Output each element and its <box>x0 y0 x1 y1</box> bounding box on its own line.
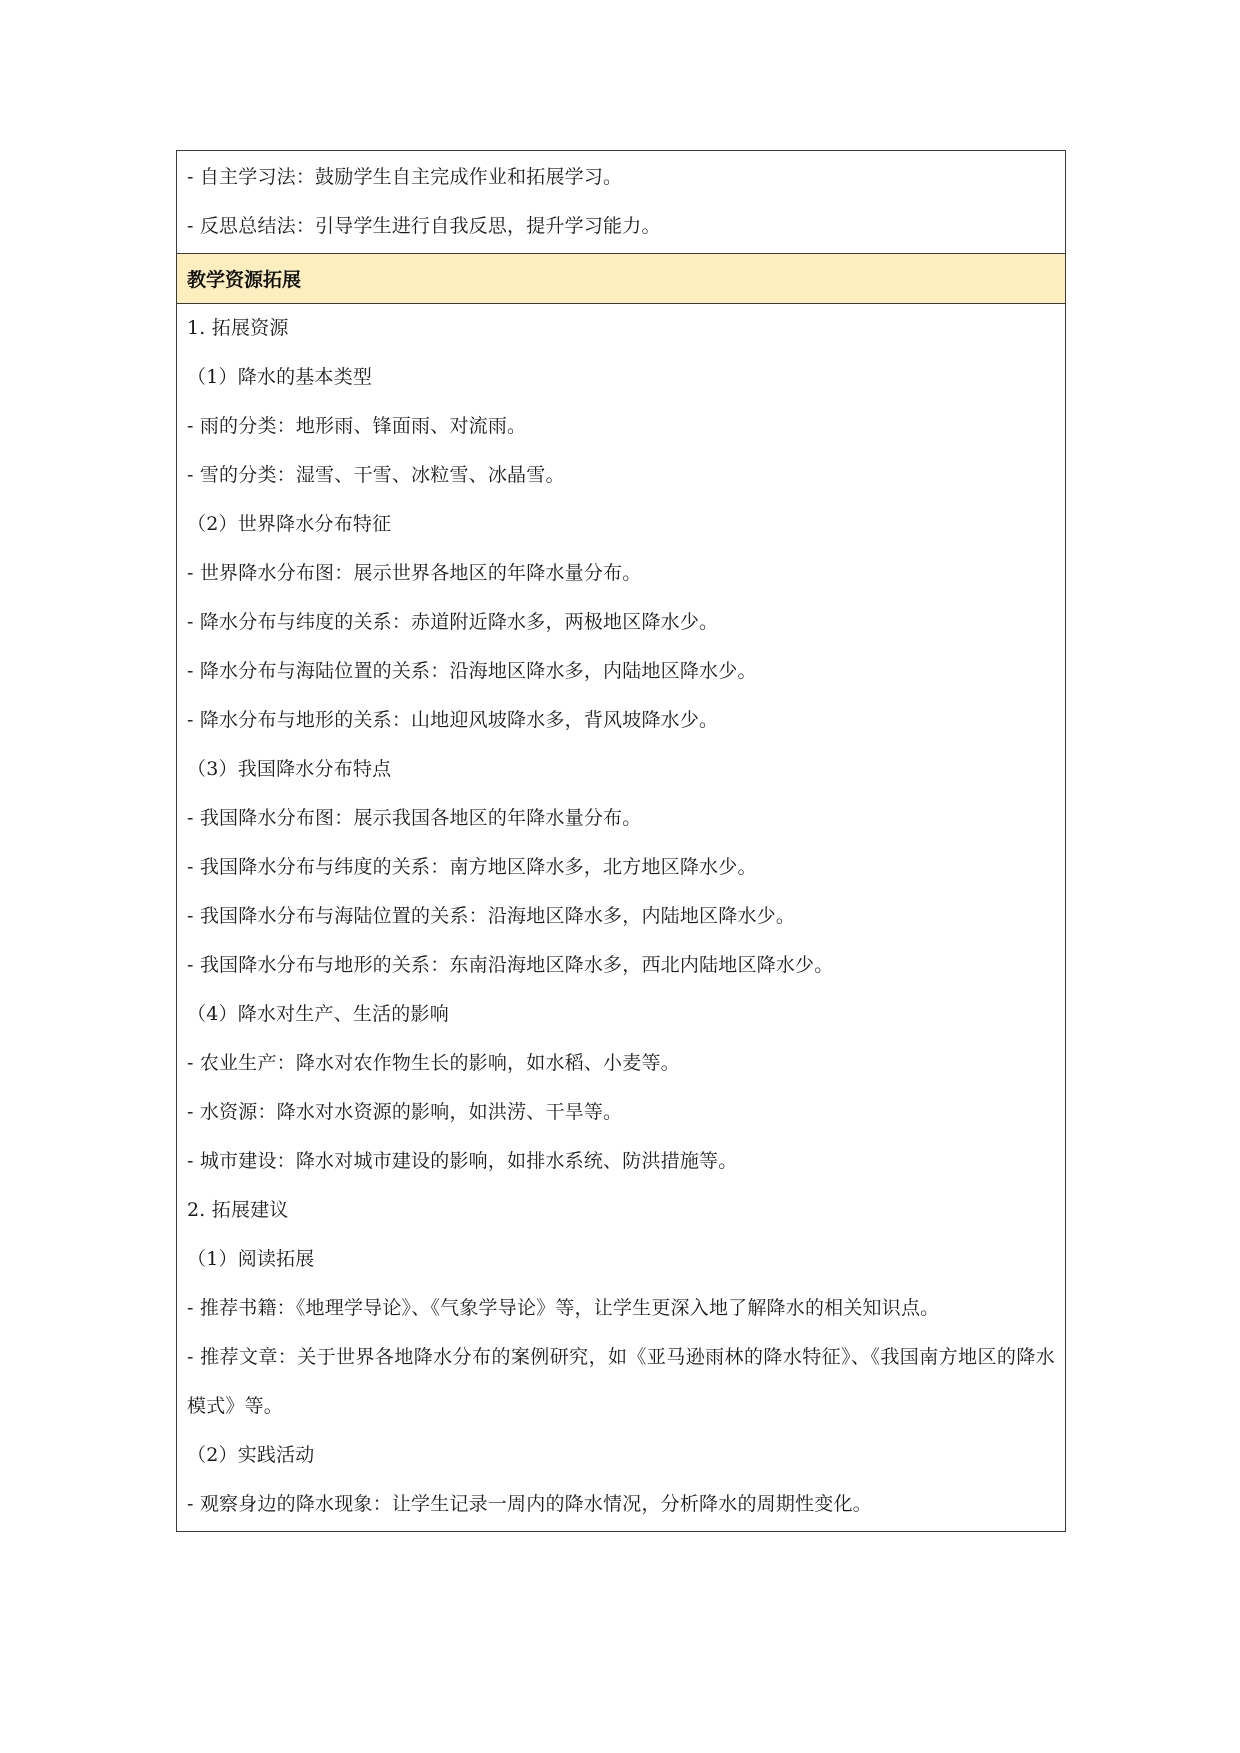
list-item: - 世界降水分布图：展示世界各地区的年降水量分布。 <box>187 562 642 584</box>
lesson-plan-table <box>176 150 1066 1532</box>
resources-cell <box>177 303 1065 1531</box>
list-item: - 雪的分类：湿雪、干雪、冰粒雪、冰晶雪。 <box>187 464 565 486</box>
subheading-world-distribution: （2）世界降水分布特征 <box>187 513 392 535</box>
heading-expand-suggestions: 2. 拓展建议 <box>187 1199 289 1221</box>
subheading-impacts: （4）降水对生产、生活的影响 <box>187 1003 449 1025</box>
subheading-reading: （1）阅读拓展 <box>187 1248 315 1270</box>
subheading-practice: （2）实践活动 <box>187 1444 315 1466</box>
list-item-books: - 推荐书籍：《地理学导论》、《气象学导论》等，让学生更深入地了解降水的相关知识点。 <box>187 1297 940 1319</box>
list-item: - 降水分布与海陆位置的关系：沿海地区降水多，内陆地区降水少。 <box>187 660 757 682</box>
list-item: - 水资源：降水对水资源的影响，如洪涝、干旱等。 <box>187 1101 623 1123</box>
list-item: - 我国降水分布与纬度的关系：南方地区降水多，北方地区降水少。 <box>187 856 757 878</box>
subheading-precip-types: （1）降水的基本类型 <box>187 366 373 388</box>
section-header-cell <box>177 253 1065 303</box>
heading-expand-resources: 1. 拓展资源 <box>187 317 289 339</box>
subheading-china-distribution: （3）我国降水分布特点 <box>187 758 392 780</box>
list-item: - 雨的分类：地形雨、锋面雨、对流雨。 <box>187 415 527 437</box>
method-line-self-study: - 自主学习法：鼓励学生自主完成作业和拓展学习。 <box>187 166 623 188</box>
list-item: - 城市建设：降水对城市建设的影响，如排水系统、防洪措施等。 <box>187 1150 738 1172</box>
method-line-reflection: - 反思总结法：引导学生进行自我反思，提升学习能力。 <box>187 215 661 237</box>
methods-cell <box>177 151 1065 253</box>
list-item: - 农业生产：降水对农作物生长的影响，如水稻、小麦等。 <box>187 1052 680 1074</box>
list-item-articles: - 推荐文章：关于世界各地降水分布的案例研究，如《亚马逊雨林的降水特征》、《我国南方地区的降水模式》等。 <box>187 1346 1055 1417</box>
list-item: - 降水分布与地形的关系：山地迎风坡降水多，背风坡降水少。 <box>187 709 719 731</box>
list-item: - 我国降水分布与地形的关系：东南沿海地区降水多，西北内陆地区降水少。 <box>187 954 834 976</box>
list-item: - 降水分布与纬度的关系：赤道附近降水多，两极地区降水少。 <box>187 611 719 633</box>
list-item: - 观察身边的降水现象：让学生记录一周内的降水情况，分析降水的周期性变化。 <box>187 1493 872 1515</box>
list-item: - 我国降水分布与海陆位置的关系：沿海地区降水多，内陆地区降水少。 <box>187 905 796 927</box>
list-item: - 我国降水分布图：展示我国各地区的年降水量分布。 <box>187 807 642 829</box>
section-title: 教学资源拓展 <box>187 269 302 291</box>
